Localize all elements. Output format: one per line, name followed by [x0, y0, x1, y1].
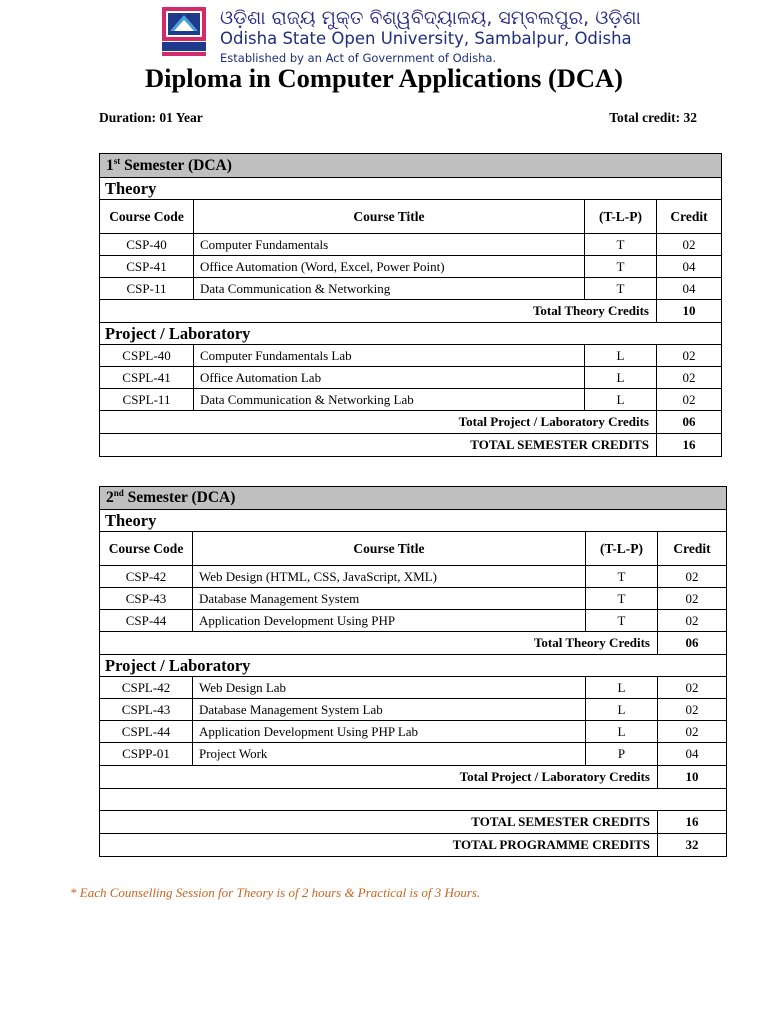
programme-total-label: TOTAL PROGRAMME CREDITS [100, 834, 658, 857]
course-code: CSP-44 [100, 610, 193, 632]
course-title: Computer Fundamentals [194, 234, 585, 256]
course-credit: 02 [657, 367, 722, 389]
theory-total-value: 06 [658, 632, 727, 655]
course-credit: 02 [657, 234, 722, 256]
lab-total-row [100, 766, 727, 789]
table-row [100, 367, 722, 389]
semester-total-value: 16 [657, 434, 722, 457]
course-code: CSPL-41 [100, 367, 194, 389]
credit-header: Credit [658, 532, 727, 566]
course-credit: 04 [658, 743, 727, 766]
theory-total-row [100, 300, 722, 323]
course-code: CSPL-11 [100, 389, 194, 411]
table-row [100, 588, 727, 610]
course-credit: 02 [658, 721, 727, 743]
column-header-row [100, 200, 722, 234]
course-credit: 02 [658, 699, 727, 721]
table-row [100, 256, 722, 278]
total-credit-label: Total credit: 32 [609, 110, 697, 125]
course-tlp: T [585, 256, 657, 278]
course-credit: 02 [658, 588, 727, 610]
tlp-header: (T-L-P) [586, 532, 658, 566]
course-tlp: L [586, 721, 658, 743]
course-title: Web Design (HTML, CSS, JavaScript, XML) [193, 566, 586, 588]
lab-heading: Project / Laboratory [100, 655, 727, 677]
programme-total-row [100, 834, 727, 857]
semester-total-label: TOTAL SEMESTER CREDITS [100, 811, 658, 834]
course-tlp: T [586, 610, 658, 632]
course-title: Project Work [193, 743, 586, 766]
course-title: Application Development Using PHP Lab [193, 721, 586, 743]
course-title: Data Communication & Networking Lab [194, 389, 585, 411]
course-code: CSPL-42 [100, 677, 193, 699]
course-tlp: P [586, 743, 658, 766]
lab-total-row [100, 411, 722, 434]
course-tlp: T [585, 278, 657, 300]
course-title-header: Course Title [194, 200, 585, 234]
course-tlp: L [586, 677, 658, 699]
course-credit: 02 [657, 389, 722, 411]
semester-total-row [100, 811, 727, 834]
blank-cell [100, 789, 727, 811]
blank-row [100, 789, 727, 811]
course-title: Computer Fundamentals Lab [194, 345, 585, 367]
lab-total-label: Total Project / Laboratory Credits [100, 411, 657, 434]
duration-label: Duration: 01 Year [99, 110, 203, 125]
column-header-row [100, 532, 727, 566]
course-credit: 02 [658, 566, 727, 588]
course-credit: 02 [658, 610, 727, 632]
table-row [100, 743, 727, 766]
semester-total-label: TOTAL SEMESTER CREDITS [100, 434, 657, 457]
course-tlp: T [586, 566, 658, 588]
tlp-header: (T-L-P) [585, 200, 657, 234]
course-title: Office Automation Lab [194, 367, 585, 389]
course-title: Web Design Lab [193, 677, 586, 699]
university-logo [160, 5, 208, 57]
table-row [100, 721, 727, 743]
course-code: CSP-41 [100, 256, 194, 278]
page-title: Diploma in Computer Applications (DCA) [144, 63, 624, 93]
semester-2-heading: 2nd Semester (DCA) [100, 487, 727, 510]
course-tlp: L [585, 367, 657, 389]
course-title: Data Communication & Networking [194, 278, 585, 300]
course-title: Application Development Using PHP [193, 610, 586, 632]
course-code: CSP-43 [100, 588, 193, 610]
course-title: Office Automation (Word, Excel, Power Point) [194, 256, 585, 278]
theory-heading: Theory [100, 510, 727, 532]
theory-total-label: Total Theory Credits [100, 632, 658, 655]
course-credit: 02 [658, 677, 727, 699]
course-tlp: L [585, 389, 657, 411]
course-code-header: Course Code [100, 200, 194, 234]
course-code: CSPP-01 [100, 743, 193, 766]
course-code: CSP-40 [100, 234, 194, 256]
table-row [100, 610, 727, 632]
table-row [100, 566, 727, 588]
course-code: CSPL-43 [100, 699, 193, 721]
course-tlp: T [585, 234, 657, 256]
course-title: Database Management System Lab [193, 699, 586, 721]
table-row [100, 699, 727, 721]
theory-total-label: Total Theory Credits [100, 300, 657, 323]
lab-heading: Project / Laboratory [100, 323, 722, 345]
course-code: CSPL-40 [100, 345, 194, 367]
course-tlp: L [586, 699, 658, 721]
course-credit: 04 [657, 256, 722, 278]
table-row [100, 345, 722, 367]
course-credit: 02 [657, 345, 722, 367]
theory-heading: Theory [100, 178, 722, 200]
university-name: Odisha State Open University, Sambalpur, Odisha [220, 29, 632, 48]
footnote: * Each Counselling Session for Theory is of 2 hours & Practical is of 3 Hours. [70, 885, 481, 900]
table-row [100, 278, 722, 300]
theory-total-value: 10 [657, 300, 722, 323]
programme-total-value: 32 [658, 834, 727, 857]
semester-total-value: 16 [658, 811, 727, 834]
establishment-note: Established by an Act of Government of Odisha. [220, 51, 497, 65]
table-row [100, 234, 722, 256]
university-name-odia: ଓଡ଼ିଶା ରାଜ୍ୟ ମୁକ୍ତ ବିଶ୍ୱବିଦ୍ୟାଳୟ, ସମ୍ବଲପୁର, ଓଡ଼ିଶା [220, 7, 641, 29]
credit-header: Credit [657, 200, 722, 234]
course-tlp: T [586, 588, 658, 610]
course-tlp: L [585, 345, 657, 367]
table-row [100, 677, 727, 699]
course-code-header: Course Code [100, 532, 193, 566]
table-row [100, 389, 722, 411]
course-code: CSPL-44 [100, 721, 193, 743]
semester-2-table [99, 486, 727, 857]
course-code: CSP-11 [100, 278, 194, 300]
course-title: Database Management System [193, 588, 586, 610]
course-credit: 04 [657, 278, 722, 300]
lab-total-value: 10 [658, 766, 727, 789]
theory-total-row [100, 632, 727, 655]
course-code: CSP-42 [100, 566, 193, 588]
university-header [160, 5, 680, 65]
course-title-header: Course Title [193, 532, 586, 566]
lab-total-value: 06 [657, 411, 722, 434]
semester-total-row [100, 434, 722, 457]
semester-1-heading: 1st Semester (DCA) [100, 154, 722, 178]
lab-total-label: Total Project / Laboratory Credits [100, 766, 658, 789]
semester-1-table [99, 153, 722, 457]
